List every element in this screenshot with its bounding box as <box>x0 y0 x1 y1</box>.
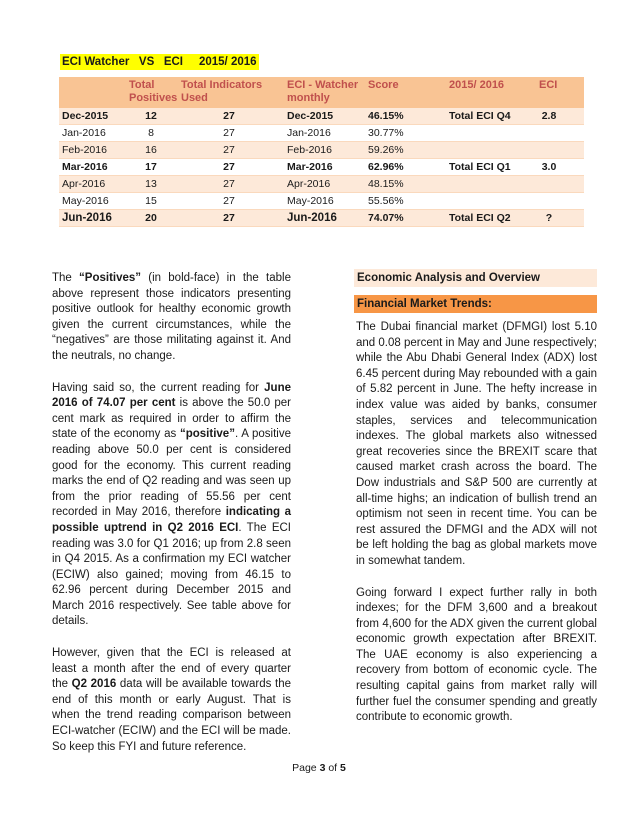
paragraph-market-trends: The Dubai financial market (DFMGI) lost 5.10 and 0.08 percent in May and June respectively; while the Abu Dhabi General Index (ADX) lost 6.45 percent during May rebounded with a gain of 5.82 percent in June. The hefty increase in index value was aided by banks, consumer staples, services and telecommunication indexes. The global markets also witnessed great recoveries since the BREXIT scare that caused market crash across the board. The Dow industrials and S&P 500 are currently at all-time highs; an indication of bullish trend an optimism not seen in recent time. You can be rest assured the DFMGI and the ADX will not be left holding the bag as global markets move in somewhat tandem. <box>356 321 598 567</box>
page-total: 5 <box>340 762 346 774</box>
cell-score: 62.96% <box>368 161 404 173</box>
cell-total-indicators: 27 <box>223 144 235 156</box>
cell-total-indicators: 27 <box>223 212 235 224</box>
header-watcher-monthly: ECI - Watcher monthly <box>287 79 359 104</box>
right-column <box>356 320 597 742</box>
page-title-text: ECI Watcher VS ECI <box>62 56 199 68</box>
cell-month: Apr-2016 <box>62 178 106 190</box>
cell-total-indicators: 27 <box>223 127 235 139</box>
cell-score: 59.26% <box>368 144 404 156</box>
cell-month: Feb-2016 <box>62 144 107 156</box>
cell-month: Jan-2016 <box>62 127 106 139</box>
cell-period: Total ECI Q1 <box>449 161 511 173</box>
subsection-title: Financial Market Trends: <box>354 295 597 313</box>
cell-total-indicators: 27 <box>223 195 235 207</box>
cell-watcher-month: Dec-2015 <box>287 110 334 122</box>
cell-eci: ? <box>545 212 553 224</box>
cell-total-positives: 15 <box>145 195 157 207</box>
cell-total-positives: 12 <box>145 110 157 122</box>
cell-total-indicators: 27 <box>223 110 235 122</box>
cell-total-positives: 13 <box>145 178 157 190</box>
header-eci: ECI <box>539 79 558 91</box>
table-row <box>59 210 584 227</box>
header-period: 2015/ 2016 <box>449 79 505 91</box>
paragraph-positives: The “Positives” (in bold-face) in the table above represent those indicators presenting positive outlook for healthy economic growth given the current circumstances, while the “negatives” are those militating against it. And the neutrals, no change. <box>52 272 291 362</box>
cell-month: Dec-2015 <box>62 110 109 122</box>
cell-eci: 3.0 <box>541 161 557 173</box>
cell-watcher-month: Mar-2016 <box>287 161 333 173</box>
paragraph-release-timing: However, given that the ECI is released at least a month after the end of every quarter the Q2 2016 data will be available towards the end of this month or early August. That is when the trend reading comparison between ECI-watcher (ECIW) and the ECI will be made. So keep this FYI and future reference. <box>52 647 291 753</box>
paragraph-outlook: Going forward I expect further rally in both indexes; for the DFM 3,600 and a breakout from 4,600 for the ADX given the current global economic growth expectation after BREXIT. The UAE economy is also experiencing a recovery from bottom of economic cycle. The resulting capital gains from market rally will further fuel the consumer spending and greatly contribute to economic growth. <box>356 586 597 724</box>
page-number: 3 <box>319 762 326 774</box>
paragraph-june-reading: Having said so, the current reading for June 2016 of 74.07 per cent is above the 50.0 per cent mark as required in order to affirm the state of the economy as “positive”. A positive reading above 50.0 per cent is considered good for the economy. This current reading marks the end of Q2 reading and was seen up from the prior reading of 55.56 per cent recorded in May 2016, therefore indicating a possible uptrend in Q2 2016 ECI. The ECI reading was 3.0 for Q1 2016; up from 2.8 seen in Q4 2015. As a confirmation my ECI watcher (ECIW) also gained; moving from 46.15 to 62.96 percent during December 2015 and March 2016 respectively. See table above for details. <box>52 381 292 628</box>
cell-month: May-2016 <box>62 195 109 207</box>
header-total-positives: Total Positives <box>129 79 178 104</box>
cell-period: Total ECI Q2 <box>449 212 511 224</box>
table-row <box>59 108 584 125</box>
cell-score: 30.77% <box>368 127 404 139</box>
cell-total-positives: 16 <box>145 144 157 156</box>
cell-score: 55.56% <box>368 195 404 207</box>
cell-total-positives: 8 <box>148 127 154 139</box>
cell-total-indicators: 27 <box>223 161 235 173</box>
cell-period: Total ECI Q4 <box>449 110 511 122</box>
header-score: Score <box>368 79 399 91</box>
table-row <box>59 142 584 159</box>
cell-watcher-month: Feb-2016 <box>287 144 332 156</box>
left-column <box>52 271 291 771</box>
table-header <box>59 77 584 108</box>
page-title-period: 2015/ 2016 <box>198 56 257 68</box>
cell-score: 48.15% <box>368 178 404 190</box>
cell-watcher-month: Jan-2016 <box>287 127 331 139</box>
cell-total-positives: 17 <box>145 161 157 173</box>
table-row <box>59 159 584 176</box>
cell-month: Mar-2016 <box>62 161 108 173</box>
header-total-indicators: Total Indicators Used <box>181 79 263 104</box>
table-row <box>59 125 584 142</box>
cell-watcher-month: Apr-2016 <box>287 178 331 190</box>
page-title <box>60 54 259 70</box>
table-row <box>59 193 584 210</box>
cell-total-positives: 20 <box>145 212 157 224</box>
page-footer: Page 3 of 5 <box>292 762 346 774</box>
cell-month: Jun-2016 <box>62 212 112 224</box>
cell-score: 74.07% <box>368 212 404 224</box>
cell-eci: 2.8 <box>541 110 557 122</box>
cell-watcher-month: Jun-2016 <box>287 212 337 224</box>
eci-table <box>59 77 584 227</box>
table-row <box>59 176 584 193</box>
section-title: Economic Analysis and Overview <box>354 269 597 287</box>
cell-watcher-month: May-2016 <box>287 195 334 207</box>
cell-total-indicators: 27 <box>223 178 235 190</box>
cell-score: 46.15% <box>368 110 404 122</box>
